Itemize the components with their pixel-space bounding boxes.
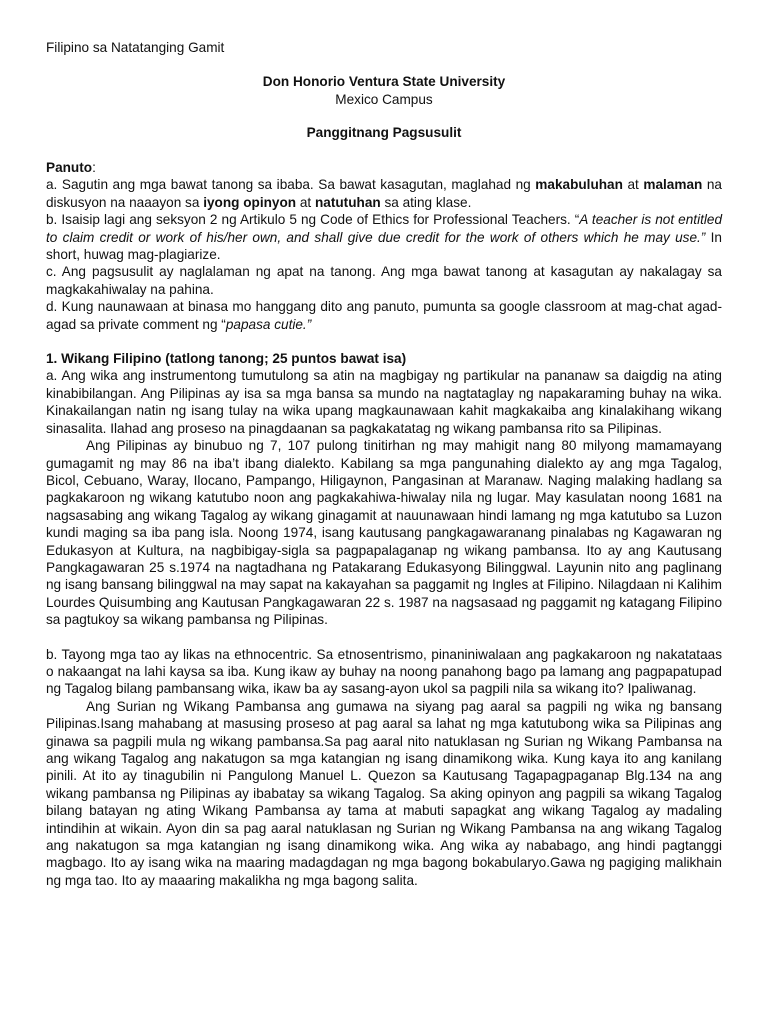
answer-b: Ang Surian ng Wikang Pambansa ang gumawa na siyang pag aaral sa pagpili ng wika ng bansang Pilipinas.Isang mahabang at masusing proseso at pag aaral sa lahat ng mga katutubong wika sa Pilipinas ang ginawa sa pagpili mula ng wikang pambansa.Sa pag aaral nito natuklasan ng Surian ng Wikang Pambansa na ang wikang Tagalog ang nakatugon sa mga katangian ng isang dinamikong wika. Kung kaya ito ang kanilang pinili. At ito ay tinagubilin ni Pangulong Manuel L. Quezon sa Kautusang Tagapagpaganap Blg.134 na ang wikang pambansa ng Pilipinas ay ibabatay sa wikang Tagalog. Sa aking opinyon ang pagpili sa wikang Tagalog bilang batayan ng ating Wikang Pambansa ay tama at mabuti sapagkat ang wikang Tagalog ay madaling intindihin at wikain. Ayon din sa pag aaral natuklasan ng Surian ng Wikang Pambansa na ang wikang Tagalog ang nakatugon sa mga katangian ng isang dinamikong wika. Ang wika ay nababago, ang hindi pagtanggi magbago. Ito ay isang wika na maaring madagdagan ng mga bagong bokabularyo.Gawa ng pagiging malikhain ng mga tao. Ito ay maaaring makalikha ng mga bagong salita. [46,698,722,888]
section-heading: 1. Wikang Filipino (tatlong tanong; 25 puntos bawat isa) [46,351,407,367]
question-b: b. Tayong mga tao ay likas na ethnocentric. Sa etnosentrismo, pinaniniwalaan ang pagkakaroon ng nakatataas o nakaangat na lahi kaysa sa iba. Kung ikaw ay buhay na noong panahong bago pa lamang ang pagpapatupad ng Tagalog bilang pambansang wika, ikaw ba ay sasang-ayon ukol sa pagpili nila sa wikang ito? Ipaliwanag. [46,646,722,697]
question-a: a. Ang wika ang instrumentong tumutulong sa atin na magbigay ng partikular na pananaw sa daigdig na ating kinabibilangan. Ang Pilipinas ay isa sa mga bansa sa mundo na nagtataglay ng napakaraming buhay na wika. Kinakailangan natin ng isang tulay na wika upang magkaunawaan kahit magkakaiba ang kinalakihang wikang sinasalita. Ilahad ang proseso na pinagdaanan sa pagkakatatag ng wikang pambansa rito sa Pilipinas. [46,368,722,436]
university-name: Don Honorio Ventura State University [262,74,506,89]
campus-name: Mexico Campus [335,92,433,107]
instruction-d: d. Kung naunawaan at binasa mo hanggang dito ang panuto, pumunta sa google classroom at mag-chat agad-agad sa private comment ng “papasa cutie.” [46,299,722,332]
exam-title: Panggitnang Pagsusulit [306,125,462,140]
instruction-c: c. Ang pagsusulit ay naglalaman ng apat na tanong. Ang mga bawat tanong at kasagutan ay nakalagay sa magkakahiwalay na pahina. [46,264,722,297]
instruction-b: b. Isaisip lagi ang seksyon 2 ng Artikulo 5 ng Code of Ethics for Professional Teachers. “A teacher is not entitled to claim credit or work of his/her own, and shall give due credit for the work of others which he may use.” In short, huwag mag-plagiarize. [46,212,723,263]
answer-a: Ang Pilipinas ay binubuo ng 7, 107 pulong tinitirhan ng may mahigit nang 80 milyong mamamayang gumagamit ng may 86 na iba’t ibang dialekto. Kabilang sa mga pangunahing dialekto ay ang mga Tagalog, Bicol, Cebuano, Waray, Ilocano, Pampango, Hiligaynon, Pangasinan at Maranaw. Naging malaking hadlang sa pagkakaroon ng wikang katutubo noon ang pagkakahiwa-hiwalay nila ng lugar. May kasulatan noong 1681 na nagsasabing ang wikang Tagalog ay wikang ginagamit at nauunawaan hindi lamang ng mga katutubo sa Luzon kundi maging sa iba pang isla. Noong 1974, isang kautusang pangkagawaranang pinalabas ng Kagawaran ng Edukasyon at Kultura, na nagbibigay-sigla sa pagpapalaganap ng wikang pambansa. Ito ay ang Kautusang Pangkagawaran 25 s.1974 na nagtadhana ng Patakarang Edukasyong Bilinggwal. Layunin nito ang paglinang ng isang bansang bilinggwal na may sapat na kakayahan sa paggamit ng Ingles at Filipino. Nilagdaan ni Kalihim Lourdes Quisumbing ang Kautusan Pangkagawaran 22 s. 1987 na nagsasaad ng paggamit ng katagang Filipino sa pagtukoy sa wikang pambansa ng Pilipinas. [46,438,722,628]
instructions-label: Panuto: [46,160,96,175]
instructions-label-text: Panuto [46,160,93,175]
course-header: Filipino sa Natatanging Gamit [46,40,225,55]
instruction-a: a. Sagutin ang mga bawat tanong sa ibaba. Sa bawat kasagutan, maglahad ng makabuluhan at malaman na diskusyon na naaayon sa iyong opinyon at natutuhan sa ating klase. [46,177,722,210]
